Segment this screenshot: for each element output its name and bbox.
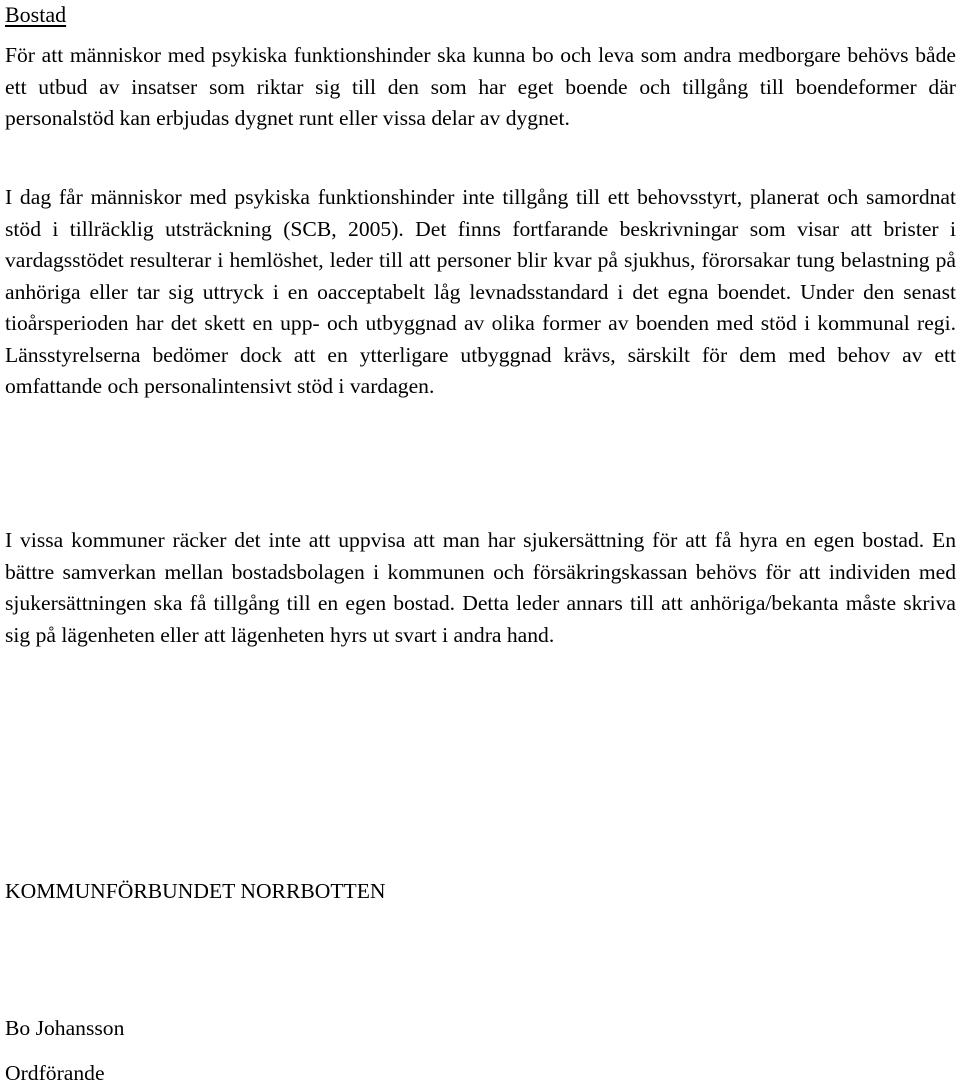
paragraph-2: I dag får människor med psykiska funktionshinder inte tillgång till ett behovsstyrt, planerat och samordnat stöd i tillräcklig utsträckning (SCB, 2005). Det finns fortfarande beskrivningar som visar att brister i vardagsstödet resulterar i hemlöshet, leder till att personer blir kvar på sjukhus, förorsakar tung belastning på anhöriga eller tar sig uttryck i en oacceptabelt låg levnadsstandard i det egna boendet. Under den senast tioårsperioden har det skett en upp- och utbyggnad av olika former av boenden med stöd i kommunal regi. Länsstyrelserna bedömer dock att en ytterligare utbyggnad krävs, särskilt för dem med behov av ett omfattande och personalintensivt stöd i vardagen. bbox=[5, 185, 956, 398]
signatory-title: Ordförande bbox=[5, 1061, 105, 1085]
organization-name: KOMMUNFÖRBUNDET NORRBOTTEN bbox=[5, 879, 386, 903]
signatory-name: Bo Johansson bbox=[5, 1016, 125, 1040]
section-heading: Bostad bbox=[5, 2, 67, 27]
paragraph-3: I vissa kommuner räcker det inte att uppvisa att man har sjukersättning för att få hyra en egen bostad. En bättre samverkan mellan bostadsbolagen i kommunen och försäkringskassan behövs för att individen med sjukersättningen ska få tillgång till en egen bostad. Detta leder annars till att anhöriga/bekanta måste skriva sig på lägenheten eller att lägenheten hyrs ut svart i andra hand. bbox=[5, 528, 956, 647]
paragraph-1: För att människor med psykiska funktionshinder ska kunna bo och leva som andra medborgare behövs både ett utbud av insatser som riktar sig till den som har eget boende och tillgång till boendeformer där personalstöd kan erbjudas dygnet runt eller vissa delar av dygnet. bbox=[5, 43, 956, 130]
